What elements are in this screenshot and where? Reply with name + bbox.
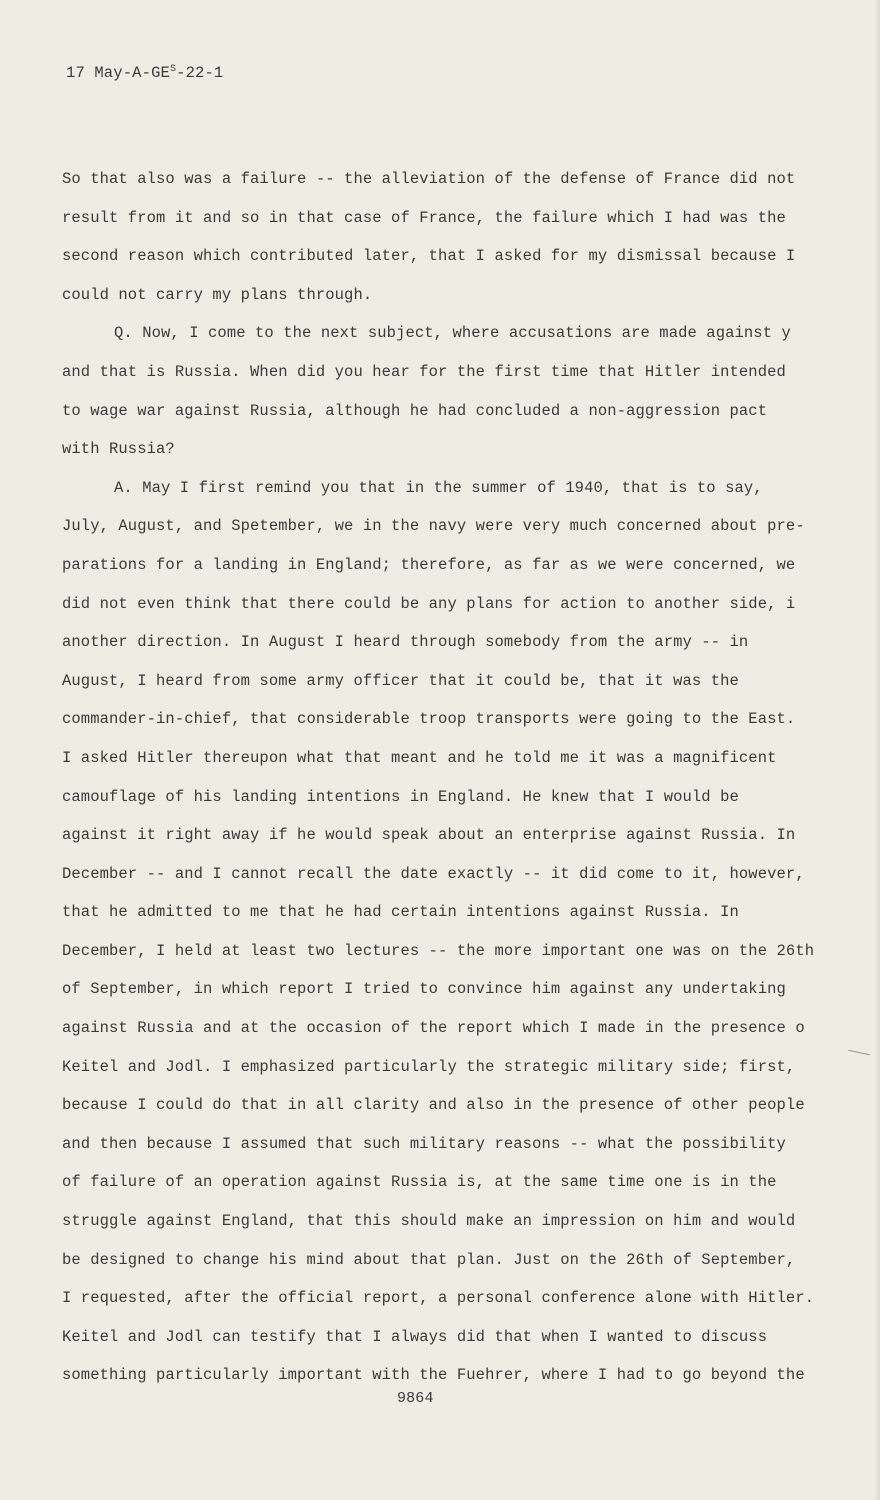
reference-code-suffix: -22-1: [176, 64, 224, 82]
text-line: and then because I assumed that such military reasons -- what the possibility: [62, 1134, 786, 1153]
text-line: camouflage of his landing intentions in England. He knew that I would be: [62, 787, 739, 806]
text-line: another direction. In August I heard through somebody from the army -- in: [62, 633, 749, 652]
text-line: Keitel and Jodl. I emphasized particularly the strategic military side; first,: [62, 1057, 796, 1076]
reference-code-superscript: S: [169, 64, 177, 75]
text-line: result from it and so in that case of France, the failure which I had was the: [62, 208, 786, 227]
text-line: I asked Hitler thereupon what that meant and he told me it was a magnificent: [62, 748, 777, 767]
text-line: Keitel and Jodl can testify that I always did that when I wanted to discuss: [62, 1327, 768, 1346]
text-line: and that is Russia. When did you hear for the first time that Hitler intended: [62, 362, 786, 381]
margin-pencil-mark: [848, 1050, 870, 1056]
text-line: against it right away if he would speak about an enterprise against Russia. In: [62, 826, 796, 845]
text-line: be designed to change his mind about that plan. Just on the 26th of September,: [62, 1250, 796, 1269]
question-line: Q. Now, I come to the next subject, where accusations are made against y: [114, 324, 791, 343]
text-line: with Russia?: [62, 440, 175, 459]
answer-line: A. May I first remind you that in the summer of 1940, that is to say,: [114, 478, 763, 497]
text-line: commander-in-chief, that considerable troop transports were going to the East.: [62, 710, 796, 729]
text-line: that he admitted to me that he had certain intentions against Russia. In: [62, 903, 739, 922]
text-line: to wage war against Russia, although he had concluded a non-aggression pact: [62, 401, 768, 420]
text-line: parations for a landing in England; therefore, as far as we were concerned, we: [62, 555, 796, 574]
text-line: August, I heard from some army officer that it could be, that it was the: [62, 671, 739, 690]
text-line: I requested, after the official report, a personal conference alone with Hitler.: [62, 1289, 815, 1308]
transcript-body: [62, 160, 832, 1395]
document-reference-code: [66, 64, 223, 82]
text-line: because I could do that in all clarity and also in the presence of other people: [62, 1096, 805, 1115]
text-line: struggle against England, that this should make an impression on him and would: [62, 1212, 796, 1231]
page-number: 9864: [397, 1390, 434, 1407]
reference-code-prefix: 17 May-A-GE: [66, 64, 170, 82]
text-line: December, I held at least two lectures -- the more important one was on the 26th: [62, 941, 815, 960]
page-edge-shadow: [874, 0, 880, 1500]
text-line: against Russia and at the occasion of the report which I made in the presence o: [62, 1019, 805, 1038]
text-line: So that also was a failure -- the alleviation of the defense of France did not: [62, 170, 796, 188]
text-line: July, August, and Spetember, we in the navy were very much concerned about pre-: [62, 517, 805, 536]
text-line: of September, in which report I tried to convince him against any undertaking: [62, 980, 786, 999]
text-line: could not carry my plans through.: [62, 285, 373, 304]
text-line: of failure of an operation against Russia is, at the same time one is in the: [62, 1173, 777, 1192]
text-line: second reason which contributed later, that I asked for my dismissal because I: [62, 247, 796, 266]
text-line: December -- and I cannot recall the date exactly -- it did come to it, however,: [62, 864, 805, 883]
text-line: did not even think that there could be any plans for action to another side, i: [62, 594, 796, 613]
text-line: something particularly important with the Fuehrer, where I had to go beyond the: [62, 1366, 805, 1385]
